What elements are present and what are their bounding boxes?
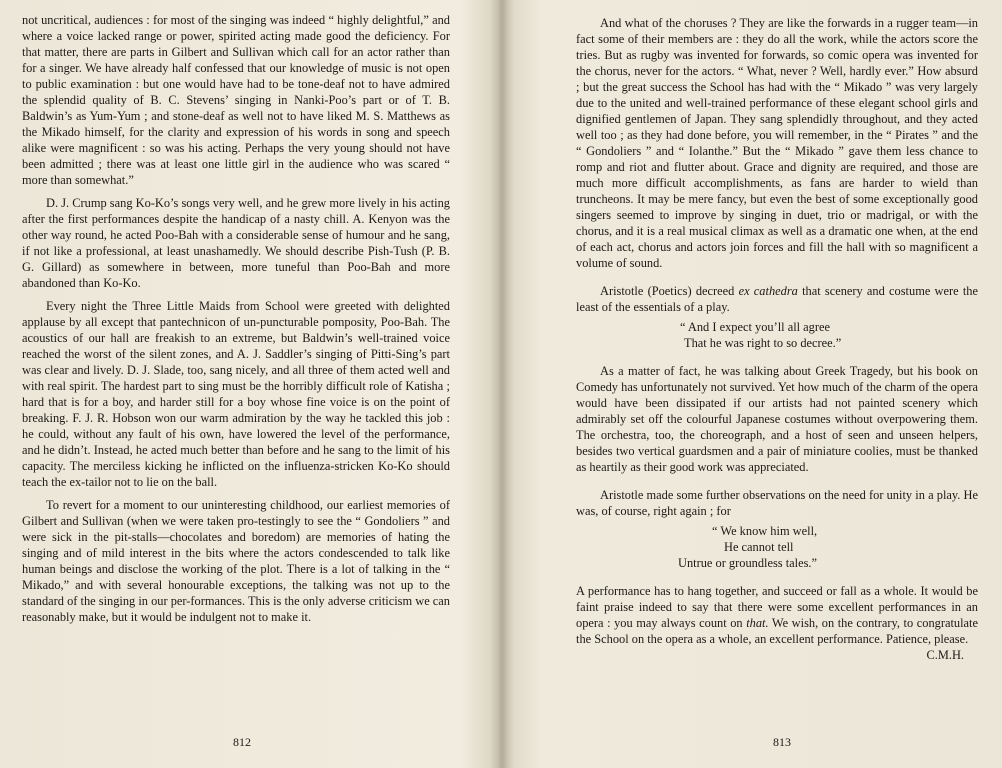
- signature: C.M.H.: [926, 648, 964, 662]
- verse-line: That he was right to so decree.”: [684, 336, 842, 350]
- verse-line: Untrue or groundless tales.”: [678, 556, 818, 570]
- page-number-left: 812: [233, 735, 251, 749]
- italic-run: ex cathedra: [738, 284, 798, 298]
- paragraph: As a matter of fact, he was talking about Greek Tragedy, but his book on Comedy has unfortunately not survived. Yet how much of the charm of the opera would have been dissipated if our artists had not painted scenery which admirably set off the colourful Japanese costumes without overpowering them. The orchestra, too, the choreograph, and a host of seen and unseen helpers, besides two vertical guardsmen and a pair of miniature coolies, must be thanked as heartily as their good work was appreciated.: [576, 364, 978, 474]
- paragraph: To revert for a moment to our uninteresting childhood, our earliest memories of Gilbert and Sullivan (when we were taken pro-testingly to see the “ Gondoliers ” and were sick in the pit-stalls—chocolates and boredom) are memories of hating the singing and of mild interest in the bits where the actors condescended to talk like human beings and disclose the working of the plot. There is a lot of talking in the “ Mikado,” and with several honourable exceptions, the talking was not up to the standard of the singing in our per-formances. This is the only adverse criticism we can reasonably make, but it would be indulgent not to make it.: [22, 498, 450, 624]
- verse-quote: [576, 319, 978, 351]
- verse-quote: [576, 523, 978, 571]
- italic-run: that.: [746, 616, 769, 630]
- verse-line: He cannot tell: [724, 540, 794, 554]
- paragraph: [576, 283, 978, 315]
- verse-line: “ And I expect you’ll all agree: [680, 320, 830, 334]
- text-run: We wish, on the contrary, to congratulate the School on the opera as a whole, an excellent performance. Patience, please.: [576, 616, 978, 646]
- text-run: Aristotle (Poetics) decreed: [600, 284, 739, 298]
- paragraph: [576, 583, 978, 647]
- left-page: [22, 0, 450, 768]
- paragraph: not uncritical, audiences : for most of the singing was indeed “ highly delightful,” and where a voice lacked range or power, spirited acting made good the deficiency. For that matter, there are parts in Gilbert and Sullivan which call for an actor rather than for a singer. We have already half confessed that our knowledge of music is not open to public examination : but one would have had to be tone-deaf not to have admired the splendid quality of B. C. Stevens’ singing in Nanki-Poo’s part or of T. B. Baldwin’s as Yum-Yum ; and stone-deaf as well not to have liked M. S. Matthews as the Mikado himself, for the clarity and expression of his words in song and speech alike were magnificent : so was his acting. Perhaps the very young should not have been admitted ; there was at least one little girl in the audience who was scared “ more than somewhat.”: [22, 13, 450, 187]
- text-run: A performance has to hang together, and succeed or fall as a whole. It would be faint praise indeed to say that there were some excellent performances in an opera : you may always count on: [576, 584, 978, 630]
- page-number-right: 813: [773, 735, 791, 749]
- paragraph: Every night the Three Little Maids from School were greeted with delighted applause by all except that pantechnicon of un-puncturable pomposity, Poo-Bah. The acoustics of our hall are freakish to an extreme, but Baldwin’s well-trained voice reached the worst of the silent zones, and A. J. Saddler’s singing of Pitti-Sing’s part was clear and lively. D. J. Slade, too, sang nicely, and all three of them acted well and with real spirit. The hardest part to sing must be the horribly difficult role of Katisha ; hard that is for a boy, and harder still for a boy whose fine voice is on the point of breaking. F. J. R. Hobson won our warm admiration by the way he tackled this job : he could, without any fault of his own, have lowered the level of the performance, and he didn’t. Instead, he acted much better than before and he sang to the limit of his capacity. The merciless kicking he inflicted on the influenza-stricken Ko-Ko should teach the ex-tailor not to lie on the ball.: [22, 299, 450, 489]
- paragraph: And what of the choruses ? They are like the forwards in a rugger team—in fact some of their members are : they do all the work, while the actors score the tries. But as rugby was invented for forwards, so comic opera was invented for the chorus, never for the actors. “ What, never ? Well, hardly ever.” How absurd ; but the great success the School has had with the “ Mikado ” was very largely due to the united and well-trained performance of these elegant school girls and dignified gentlemen of Japan. They sang splendidly throughout, and they acted well too ; as they had done before, you will remember, in the “ Pirates ” and the “ Gondoliers ” and “ Iolanthe.” But the “ Mikado ” gave them less chance to romp and riot and flutter about. Grace and dignity are required, and those are much more difficult accomplishments, as fans are harder to wield than truncheons. It may be mere fancy, but even the best of some exceptionally good singers seemed to improve by singing in duet, trio or madrigal, or with the chorus, and it is a real musical climax as well as a dramatic one when, at the end of each act, chorus and actors join forces and fill the hall with so magnificent a volume of sound.: [576, 16, 978, 270]
- verse-line: “ We know him well,: [712, 524, 818, 538]
- paragraph: Aristotle made some further observations on the need for unity in a play. He was, of course, right again ; for: [576, 488, 978, 518]
- text-run: that scenery and costume were the least of the essentials of a play.: [576, 284, 978, 314]
- right-page: [576, 0, 978, 768]
- paragraph: D. J. Crump sang Ko-Ko’s songs very well, and he grew more lively in his acting after the first performances despite the handicap of a nasty chill. A. Kenyon was the other way round, he acted Poo-Bah with a considerable sense of humour and he sang, if not like a professional, at least unashamedly. We should describe Pish-Tush (P. B. G. Gillard) as somewhere in between, more tuneful than Poo-Bah and more abandoned than Ko-Ko.: [22, 196, 450, 290]
- gutter-shadow: [490, 0, 514, 768]
